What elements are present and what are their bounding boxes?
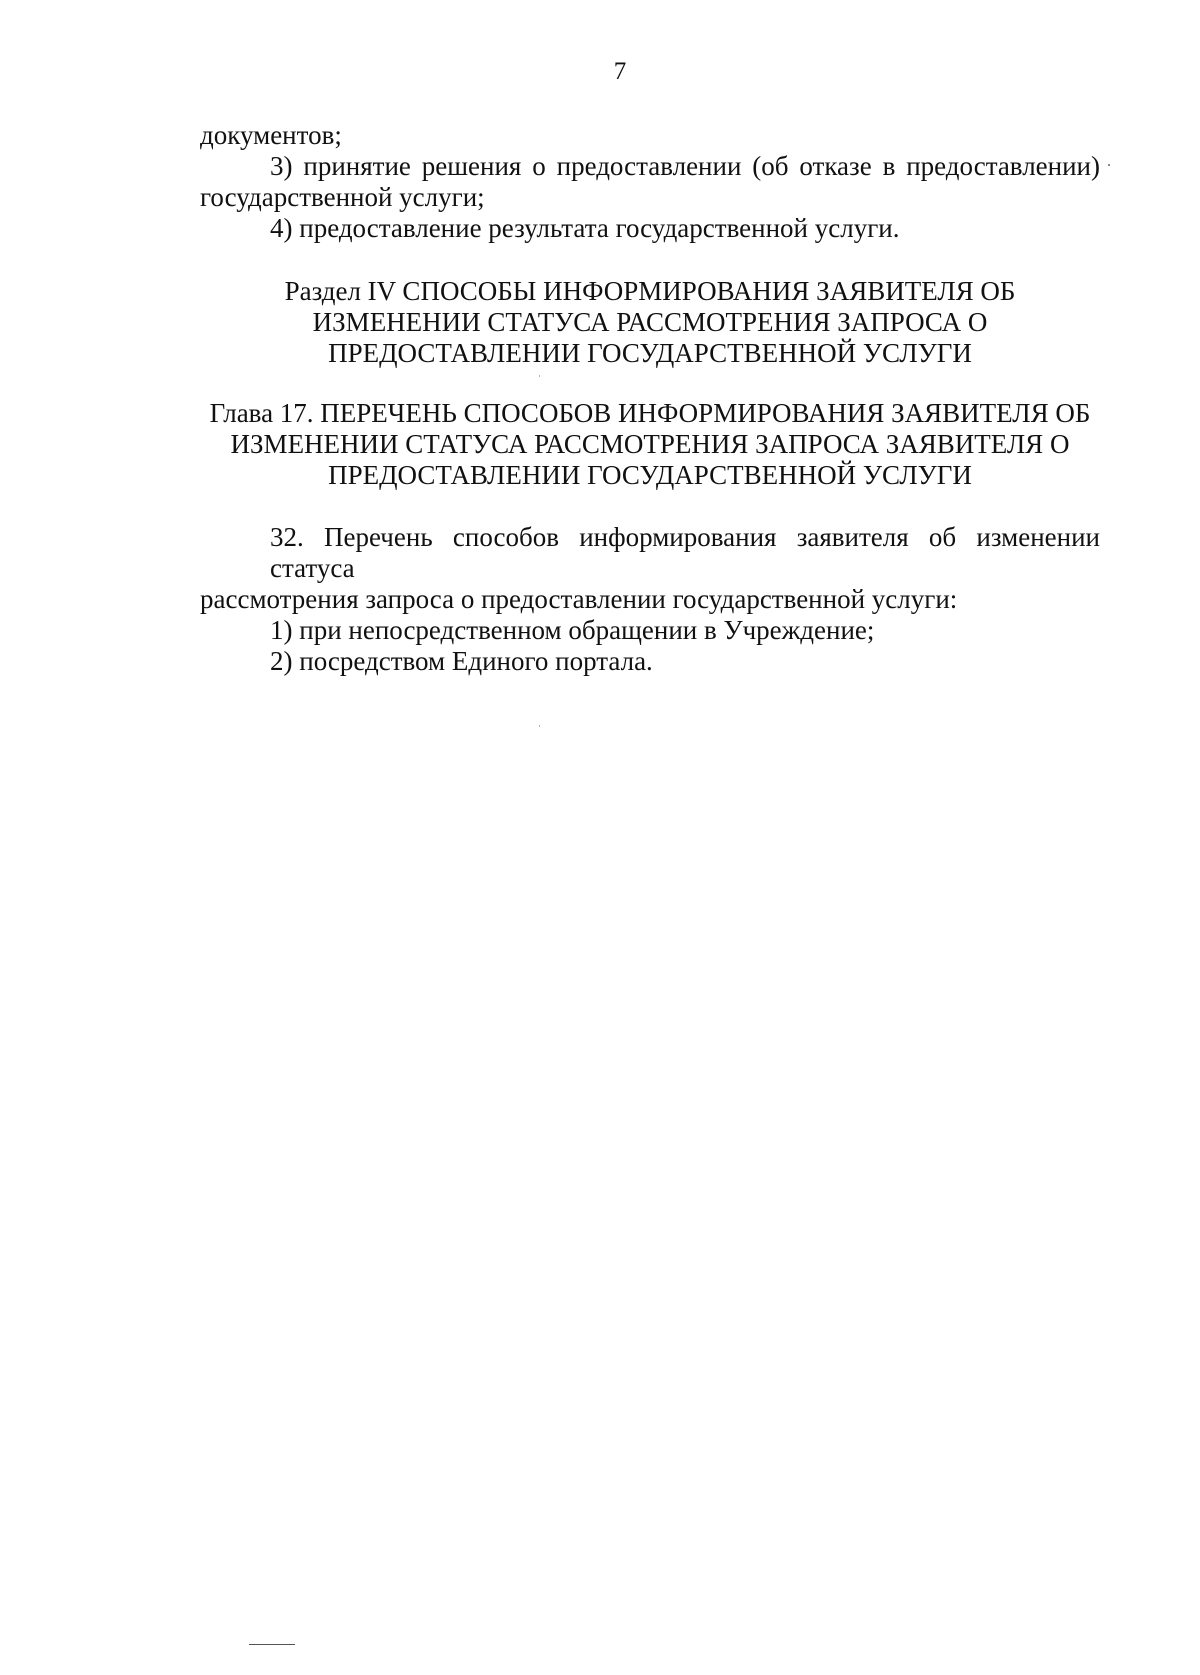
section-heading-line2: ИЗМЕНЕНИИ СТАТУСА РАССМОТРЕНИЯ ЗАПРОСА О xyxy=(312,307,988,337)
paragraph-32-line2: рассмотрения запроса о предоставлении государственной услуги: xyxy=(200,584,958,614)
paragraph-32 xyxy=(200,522,1100,677)
continuation-line: документов; xyxy=(200,120,342,150)
continuation-block xyxy=(200,120,1100,244)
paragraph-32-item1: 1) при непосредственном обращении в Учреждение; xyxy=(270,615,875,645)
scan-speck xyxy=(1108,164,1110,166)
list-item-3-line1: 3) принятие решения о предоставлении (об отказе в предоставлении) xyxy=(270,151,1100,181)
page-number: 7 xyxy=(613,58,627,85)
list-item-4: 4) предоставление результата государственной услуги. xyxy=(270,213,900,243)
chapter-heading xyxy=(190,398,1110,491)
list-item-3-line2: государственной услуги; xyxy=(200,182,485,212)
section-heading-line1: Раздел IV СПОСОБЫ ИНФОРМИРОВАНИЯ ЗАЯВИТЕЛЯ ОБ xyxy=(284,276,1016,306)
chapter-heading-line3: ПРЕДОСТАВЛЕНИИ ГОСУДАРСТВЕННОЙ УСЛУГИ xyxy=(328,460,972,490)
chapter-heading-line2: ИЗМЕНЕНИИ СТАТУСА РАССМОТРЕНИЯ ЗАПРОСА ЗАЯВИТЕЛЯ О xyxy=(230,429,1070,459)
scan-speck xyxy=(539,725,540,727)
section-heading xyxy=(190,276,1110,369)
scan-mark xyxy=(249,1644,295,1645)
section-heading-line3: ПРЕДОСТАВЛЕНИИ ГОСУДАРСТВЕННОЙ УСЛУГИ xyxy=(328,338,972,368)
scan-speck xyxy=(539,375,540,377)
paragraph-32-item2: 2) посредством Единого портала. xyxy=(270,646,653,676)
paragraph-32-line1: 32. Перечень способов информирования заявителя об изменении статуса xyxy=(270,522,1100,583)
chapter-heading-line1: Глава 17. ПЕРЕЧЕНЬ СПОСОБОВ ИНФОРМИРОВАНИЯ ЗАЯВИТЕЛЯ ОБ xyxy=(209,398,1091,428)
